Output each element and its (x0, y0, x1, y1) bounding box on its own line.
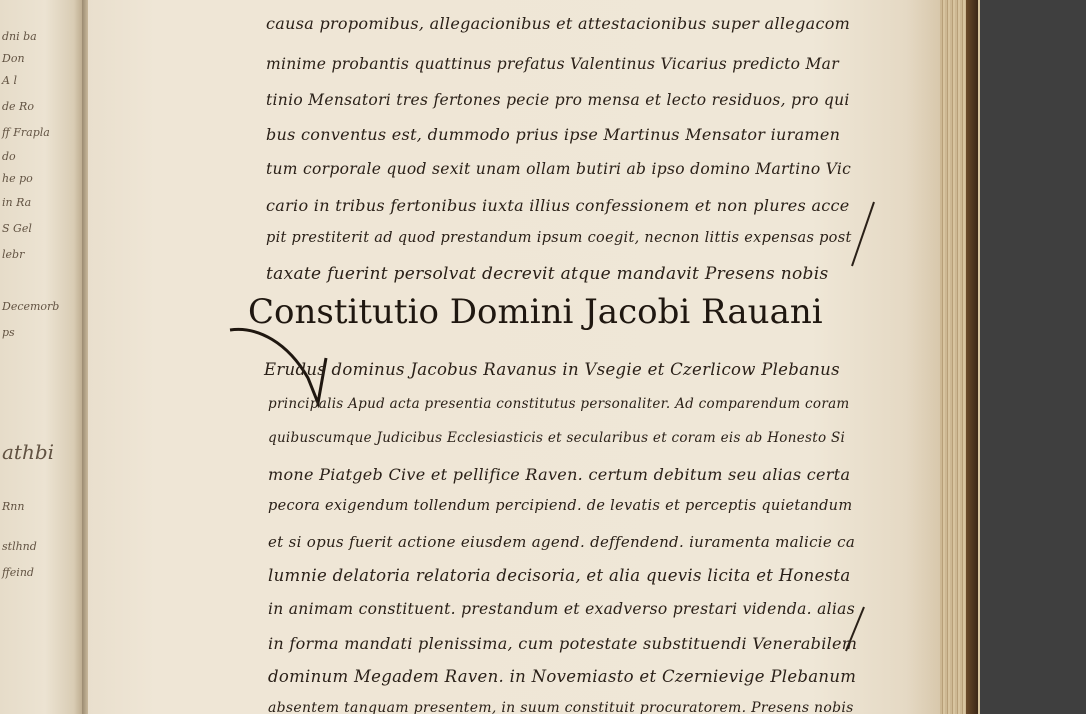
body-text-line: in forma mandati plenissima, cum potestate substituendi Venerabilem (268, 634, 858, 653)
top-text-line: bus conventus est, dummodo prius ipse Martinus Mensator iuramen (266, 125, 841, 144)
book-cover-edge (966, 0, 978, 714)
top-text-line: cario in tribus fertonibus iuxta illius confessionem et non plures acce (266, 196, 850, 215)
body-text-line: mone Piatgeb Cive et pellifice Raven. certum debitum seu alias certa (268, 465, 851, 484)
manuscript-page (88, 0, 940, 714)
left-page-fragment: Don (2, 52, 25, 65)
left-page-fragment: Decemorb (2, 300, 60, 313)
left-page-fragment: ffeind (2, 566, 34, 579)
left-page-fragment: ff Frapla (2, 126, 50, 139)
body-text-line: principalis Apud acta presentia constitutus personaliter. Ad comparendum coram (268, 396, 850, 412)
left-page-fragment: lebr (2, 248, 25, 261)
left-page-fragment: dni ba (2, 30, 37, 43)
top-text-line: minime probantis quattinus prefatus Valentinus Vicarius predicto Mar (266, 55, 839, 73)
left-facing-page (0, 0, 82, 714)
top-text-line: causa propomibus, allegacionibus et attestacionibus super allegacom (266, 14, 851, 33)
left-page-fragment: he po (2, 172, 33, 185)
left-page-fragment: stlhnd (2, 540, 37, 553)
left-page-fragment: A l (2, 74, 17, 87)
left-page-fragment: do (2, 150, 16, 163)
body-text-line: et si opus fuerit actione eiusdem agend. deffendend. iuramenta malicie ca (268, 533, 856, 551)
body-text-line: pecora exigendum tollendum percipiend. de levatis et perceptis quietandum (268, 498, 853, 514)
left-page-fragment: ps (2, 326, 15, 339)
top-text-line: taxate fuerint persolvat decrevit atque mandavit Presens nobis (266, 264, 829, 284)
margin-stroke-1 (848, 200, 878, 270)
left-page-fragment: S Gel (2, 222, 32, 235)
top-text-line: tinio Mensatori tres fertones pecie pro mensa et lecto residuos, pro qui (266, 91, 850, 109)
left-page-fragment: in Ra (2, 196, 32, 209)
body-text-line: dominum Megadem Raven. in Novemiasto et Czernievige Plebanum (268, 667, 857, 686)
body-text-line: quibuscumque Judicibus Ecclesiasticis et secularibus et coram eis ab Honesto Si (268, 430, 846, 446)
body-text-line: lumnie delatoria relatoria decisoria, et alia quevis licita et Honesta (268, 566, 851, 585)
section-heading: Constitutio Domini Jacobi Rauani (248, 292, 823, 332)
body-text-line: in animam constituent. prestandum et exadverso prestari videnda. alias (268, 600, 855, 618)
body-text-line: Erudus dominus Jacobus Ravanus in Vsegie et Czerlicow Plebanus (264, 360, 840, 379)
body-text-line: absentem tanquam presentem, in suum constituit procuratorem. Presens nobis (268, 700, 854, 714)
left-page-fragment: Rnn (2, 500, 25, 513)
left-page-fragment: athbi (2, 440, 55, 464)
left-page-fragment: de Ro (2, 100, 34, 113)
top-text-line: pit prestiterit ad quod prestandum ipsum coegit, necnon littis expensas post (266, 230, 852, 246)
top-text-line: tum corporale quod sexit unam ollam butiri ab ipso domino Martino Vic (266, 160, 852, 178)
